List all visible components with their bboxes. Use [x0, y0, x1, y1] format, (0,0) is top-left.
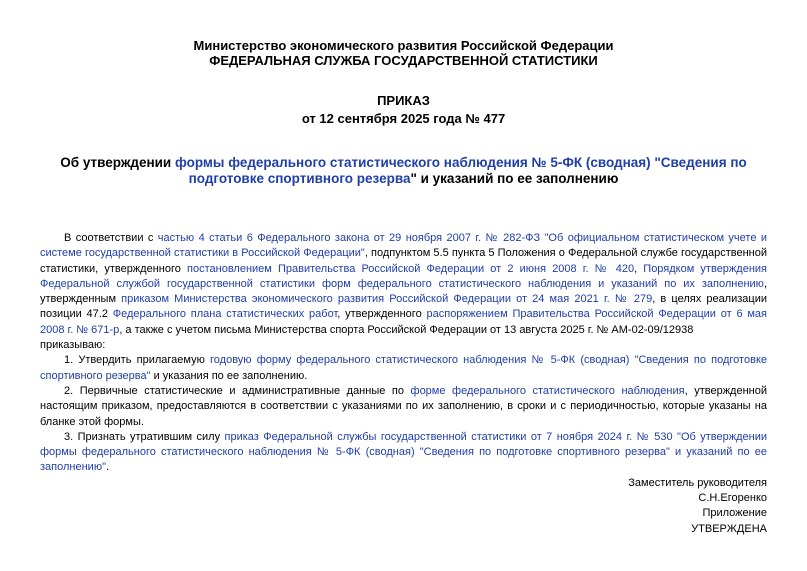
item-1 — [40, 353, 767, 384]
resolution-420-link[interactable]: постановлением Правительства Российской Федерации от 2 июня 2008 г. № 420 — [187, 262, 635, 275]
approval-procedure-link[interactable]: Порядком утверждения Федеральной службой государственной статистики форм федерального статистического наблюдения и указаний по их заполнению — [40, 262, 767, 290]
order-279-link[interactable]: приказом Министерства экономического развития Российской Федерации от 24 мая 2021 г. № 279 — [121, 293, 653, 306]
directive-671r-link[interactable]: распоряжением Правительства Российской Федерации от 6 мая 2008 г. № 671-р — [40, 308, 767, 336]
item-3 — [40, 430, 767, 476]
title-prefix: Об утверждении — [60, 155, 175, 170]
preamble-text-5: , в целях реализации позиции 47.2 — [40, 293, 767, 321]
law-282fz-link[interactable]: частью 4 статьи 6 Федерального закона от 29 ноября 2007 г. № 282-ФЗ "Об официальном статистическом учете и системе государственной статистики в Российской Федерации" — [40, 232, 767, 260]
doc-date-number: от 12 сентября 2025 года № 477 — [301, 111, 506, 126]
statistical-form-link[interactable]: форме федерального статистического наблюдения — [410, 384, 685, 397]
item-2-text-2: , утвержденной настоящим приказом, предоставляются в соответствии с указаниями по их заполнению, в сроки и с периодичностью, которые указаны на бланке этой формы. — [40, 384, 768, 428]
item-2-text-1: 2. Первичные статистические и административные данные по — [64, 384, 411, 397]
ministry-heading: Министерство экономического развития Российской Федерации — [193, 38, 614, 53]
preamble-text-6: , утвержденного — [337, 308, 427, 321]
title-form-link[interactable]: формы федерального статистического наблюдения № 5-ФК (сводная) "Сведения по подготовке спортивного резерва — [174, 155, 747, 186]
preamble-text-1: В соответствии с — [64, 232, 158, 244]
item-3-text-2: . — [105, 461, 110, 474]
appendix-label: Приложение — [702, 507, 767, 520]
signature-name: С.Н.Егоренко — [698, 492, 767, 505]
preamble-text-2: , подпунктом 5.5 пункта 5 Положения о Федеральной службе государственной статистики, утвержденного — [40, 247, 767, 275]
preamble-text-4: , утвержденным — [40, 277, 767, 306]
order-word: приказываю: — [40, 339, 106, 352]
item-3-text-1: 3. Признать утратившим силу — [64, 430, 225, 443]
appendix-approved: УТВЕРЖДЕНА — [691, 522, 767, 535]
preamble-paragraph — [40, 231, 767, 338]
doc-type: ПРИКАЗ — [377, 93, 430, 108]
order-530-link[interactable]: приказ Федеральной службы государственной статистики от 7 ноября 2024 г. № 530 "Об утверждении формы федерального статистического наблюдения № 5-ФК (сводная) "Сведения по подготовке спортивного резерва" и указаний по ее заполнению" — [40, 430, 768, 474]
preamble-text-3: , — [634, 262, 644, 275]
federal-plan-link[interactable]: Федерального плана статистических работ — [112, 308, 338, 321]
service-heading: ФЕДЕРАЛЬНАЯ СЛУЖБА ГОСУДАРСТВЕННОЙ СТАТИСТИКИ — [209, 53, 598, 68]
signature-position: Заместитель руководителя — [628, 476, 767, 489]
doc-title — [40, 155, 767, 187]
item-1-text-2: и указания по ее заполнению. — [150, 369, 308, 382]
title-suffix: " и указаний по ее заполнению — [410, 171, 619, 186]
item-2 — [40, 384, 767, 430]
item-1-text-1: 1. Утвердить прилагаемую — [64, 354, 211, 367]
form-5fk-link[interactable]: годовую форму федерального статистического наблюдения № 5-ФК (сводная) "Сведения по подготовке спортивного резерва" — [40, 354, 767, 382]
doc-body — [40, 231, 767, 537]
preamble-text-7: , а также с учетом письма Министерства спорта Российской Федерации от 13 августа 2025 г. № АМ-02-09/12938 — [119, 323, 694, 336]
